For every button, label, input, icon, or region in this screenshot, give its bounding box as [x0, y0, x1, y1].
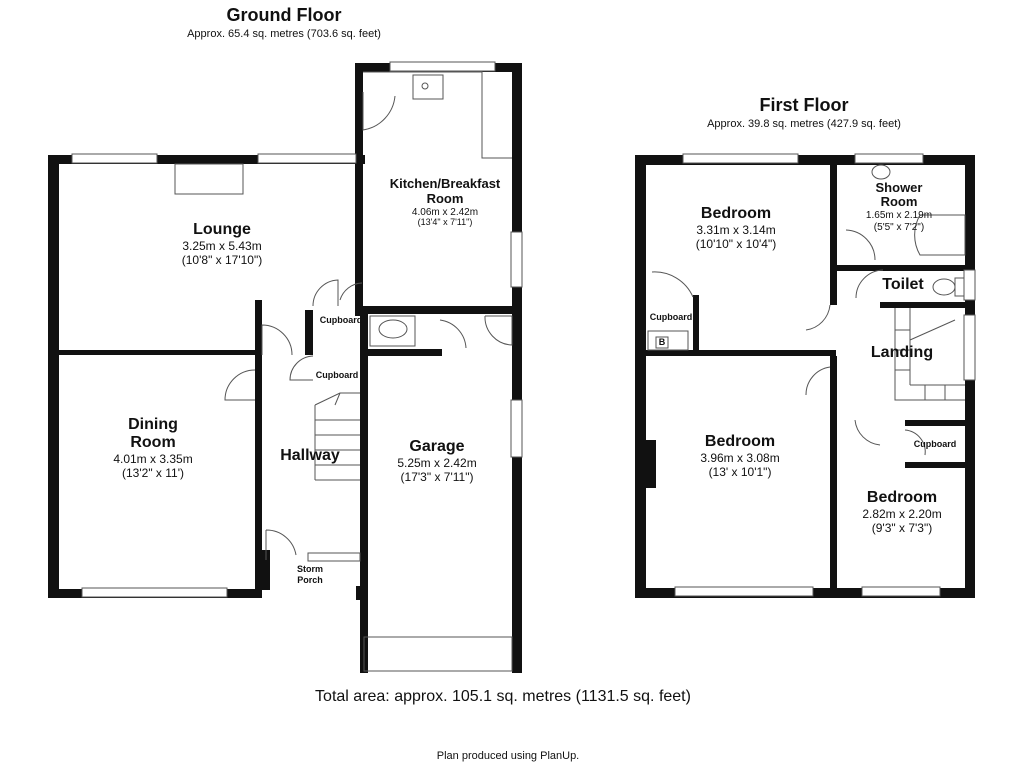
cupboard-label: Cupboard — [649, 312, 693, 322]
shower-room-imperial: (5'5" x 7'2") — [873, 222, 925, 233]
cupboard-label: Cupboard — [319, 315, 363, 325]
garage-label: Garage — [409, 438, 465, 455]
dining-metric: 4.01m x 3.35m — [113, 452, 193, 466]
shower-room-metric: 1.65m x 2.19m — [865, 210, 933, 221]
plan-credit: Plan produced using PlanUp. — [436, 750, 580, 762]
dining-imperial: (13'2" x 11') — [122, 466, 184, 480]
landing-label: Landing — [870, 344, 934, 361]
bedroom-label: Bedroom — [700, 205, 772, 222]
bedroom-metric: 3.96m x 3.08m — [700, 451, 780, 465]
kitchen-imperial: (13'4" x 7'11") — [417, 217, 473, 227]
bedroom-metric: 2.82m x 2.20m — [862, 507, 942, 521]
cupboard-label: Cupboard — [913, 439, 957, 449]
storm-porch-label-line2: Porch — [297, 575, 323, 585]
bedroom-imperial: (9'3" x 7'3") — [871, 521, 933, 535]
shower-room-label-line1: Shower — [875, 180, 923, 195]
dining-label-line1: Dining — [128, 416, 178, 433]
cupboard-label: Cupboard — [315, 370, 359, 380]
lounge-imperial: (10'8" x 17'10") — [181, 253, 263, 267]
boiler-mark: B — [658, 337, 666, 347]
storm-porch-label-line1: Storm — [296, 564, 324, 574]
bedroom-imperial: (13' x 10'1") — [708, 465, 772, 479]
bedroom-label: Bedroom — [704, 433, 776, 450]
kitchen-label-line1: Kitchen/Breakfast — [389, 176, 501, 191]
ground-floor-windows — [72, 62, 522, 597]
lounge-metric: 3.25m x 5.43m — [182, 239, 262, 253]
ground-floor-title: Ground Floor — [226, 5, 342, 25]
first-floor-area: Approx. 39.8 sq. metres (427.9 sq. feet) — [707, 118, 901, 130]
ground-floor-area: Approx. 65.4 sq. metres (703.6 sq. feet) — [187, 28, 381, 40]
kitchen-metric: 4.06m x 2.42m — [411, 207, 479, 218]
garage-metric: 5.25m x 2.42m — [397, 456, 477, 470]
first-floor-title: First Floor — [759, 95, 849, 115]
bedroom-label: Bedroom — [866, 489, 938, 506]
lounge-label: Lounge — [193, 221, 251, 238]
shower-room-label-line2: Room — [880, 194, 918, 209]
dining-label-line2: Room — [130, 434, 176, 451]
toilet-label: Toilet — [882, 276, 924, 293]
bedroom-metric: 3.31m x 3.14m — [696, 223, 776, 237]
total-area: Total area: approx. 105.1 sq. metres (1131.5 sq. feet) — [315, 688, 691, 705]
garage-imperial: (17'3" x 7'11") — [400, 470, 474, 484]
hallway-label: Hallway — [280, 447, 340, 464]
bedroom-imperial: (10'10" x 10'4") — [695, 237, 777, 251]
kitchen-label-line2: Room — [426, 191, 464, 206]
